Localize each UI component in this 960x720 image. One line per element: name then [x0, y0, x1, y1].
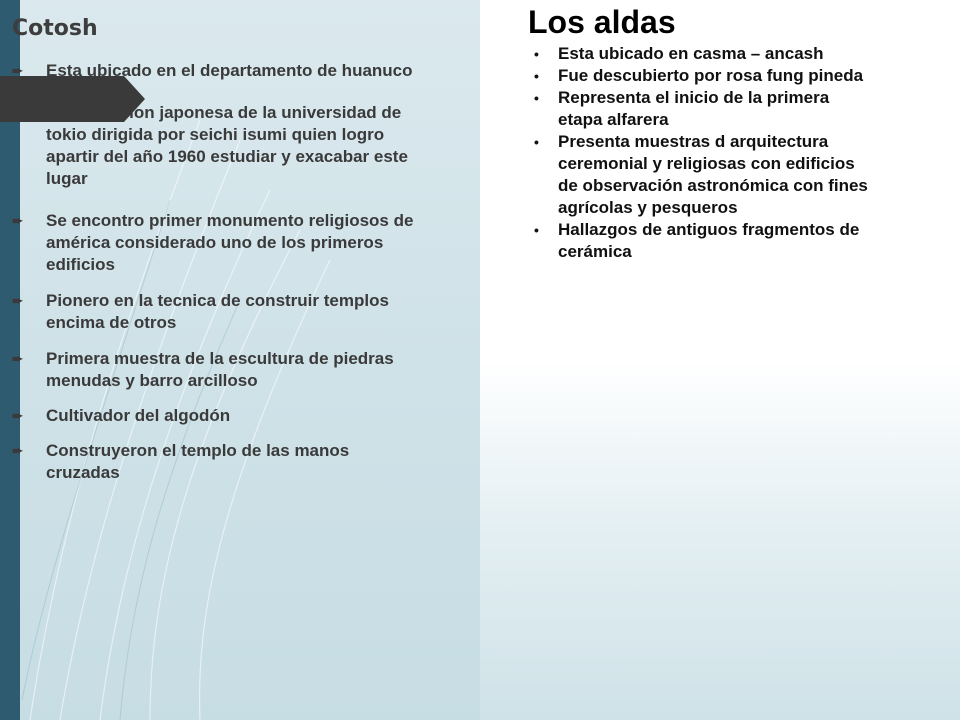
list-item-text: Cultivador del algodón — [46, 406, 231, 425]
dot-bullet-icon: • — [534, 134, 539, 150]
cotosh-list — [8, 60, 420, 484]
list-item-text: Esta ubicado en el departamento de huanuco — [46, 61, 413, 80]
arrow-bullet-icon: ➨ — [12, 213, 23, 228]
list-item — [8, 290, 420, 334]
arrow-bullet-icon: ➨ — [12, 63, 23, 78]
dot-bullet-icon: • — [534, 46, 539, 62]
arrow-bullet-icon: ➨ — [12, 443, 23, 458]
list-item-text: Fue la mision japonesa de la universidad de tokio dirigida por seichi isumi quien logro apartir del año 1960 estudiar y exacabar este lugar — [46, 103, 408, 188]
list-item — [8, 440, 420, 484]
dot-bullet-icon: • — [534, 90, 539, 106]
list-item-text: Presenta muestras d arquitectura ceremonial y religiosas con edificios de observación astronómica con fines agrícolas y pesqueros — [558, 132, 868, 217]
list-item-text: Construyeron el templo de las manos cruzadas — [46, 441, 350, 482]
list-item — [8, 60, 420, 82]
list-item-text: Esta ubicado en casma – ancash — [558, 44, 824, 63]
dot-bullet-icon: • — [534, 68, 539, 84]
list-item — [8, 210, 420, 276]
list-item — [8, 348, 420, 392]
list-item-text: Hallazgos de antiguos fragmentos de cerámica — [558, 220, 860, 261]
arrow-bullet-icon: ➨ — [12, 293, 23, 308]
arrow-bullet-icon: ➨ — [12, 408, 23, 423]
arrow-bullet-icon: ➨ — [12, 351, 23, 366]
list-item-text: Representa el inicio de la primera etapa alfarera — [558, 88, 830, 129]
list-item-text: Primera muestra de la escultura de piedras menudas y barro arcilloso — [46, 349, 394, 390]
los-aldas-list — [532, 43, 877, 263]
list-item — [8, 405, 420, 427]
list-item-text: Fue descubierto por rosa fung pineda — [558, 66, 864, 85]
arrow-bullet-icon: ➨ — [12, 105, 23, 120]
cotosh-title: Cotosh — [12, 16, 98, 41]
list-item-text: Se encontro primer monumento religiosos de américa considerado uno de los primeros edificios — [46, 211, 414, 274]
list-item — [532, 87, 877, 131]
dot-bullet-icon: • — [534, 222, 539, 238]
list-item-text: Pionero en la tecnica de construir templos encima de otros — [46, 291, 389, 332]
list-item — [532, 43, 877, 65]
list-item — [532, 131, 877, 219]
list-item — [8, 102, 420, 190]
los-aldas-title: Los aldas — [528, 4, 676, 40]
list-item — [532, 219, 877, 263]
list-item — [532, 65, 877, 87]
